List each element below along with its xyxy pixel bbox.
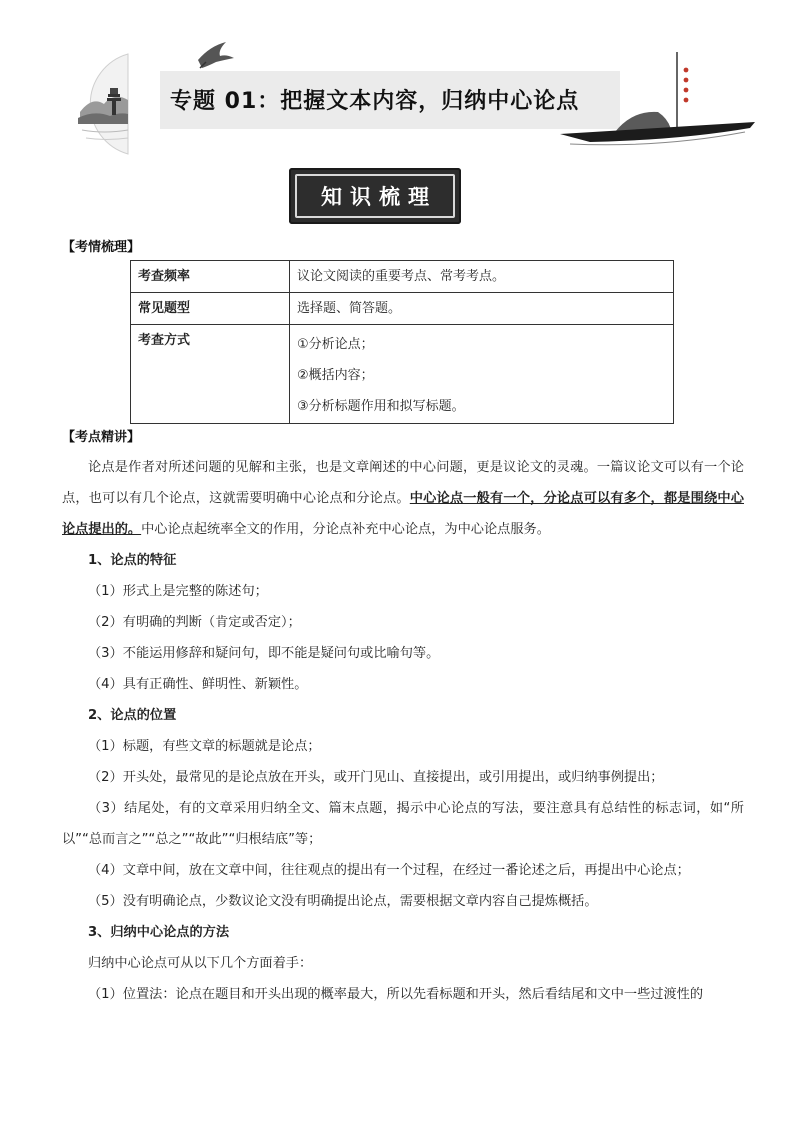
list-item: （2）开头处，最常见的是论点放在开头，或开门见山、直接提出，或引用提出，或归纳事例提出；	[88, 770, 664, 785]
list-item: （4）文章中间，放在文章中间，往往观点的提出有一个过程，在经过一番论述之后，再提出中心论点；	[88, 863, 690, 878]
table-row	[131, 325, 674, 424]
body-text	[62, 452, 744, 1010]
list-item: ②概括内容；	[297, 368, 374, 383]
table-value: 议论文阅读的重要考点、常考考点。	[290, 261, 674, 293]
table-row	[131, 261, 674, 293]
list-item: （3）结尾处，有的文章采用归纳全文、篇末点题，揭示中心论点的写法，要注意具有总结性的标志词，如“所以”“总而言之”“总之”“故此”“归根结底”等；	[62, 801, 744, 847]
list-item: （2）有明确的判断（肯定或否定）；	[88, 615, 301, 630]
list-item: （3）不能运用修辞和疑问句，即不能是疑问句或比喻句等。	[88, 646, 440, 661]
list-item: （1）位置法：论点在题目和开头出现的概率最大，所以先看标题和开头，然后看结尾和文中一些过渡性的	[88, 987, 704, 1002]
list-item: （1）形式上是完整的陈述句；	[88, 584, 268, 599]
intro-text-part1: 论点是作者对所述问题的见解和主张，也是文章阐述的中心问题，更是议论文的灵魂。一篇议论文可以有一个论点，也可以有几个论点，这就需要明确中心论点和分论点。	[62, 460, 744, 506]
list-item: ①分析论点；	[297, 337, 374, 352]
page-title: 专题 01：把握文本内容，归纳中心论点	[170, 89, 580, 114]
boat-lantern-icon	[560, 40, 755, 160]
intro-emphasis: 中心论点一般有一个，分论点可以有多个，都是围绕中心论点提出的。	[62, 491, 744, 537]
subheading-features: 1、论点的特征	[88, 553, 177, 568]
list-item: （1）标题，有些文章的标题就是论点；	[88, 739, 321, 754]
landscape-pagoda-icon	[74, 52, 130, 156]
crane-bird-icon	[196, 40, 236, 70]
method-intro: 归纳中心论点可从以下几个方面着手：	[88, 956, 313, 971]
table-value-list	[290, 325, 674, 424]
subheading-positions: 2、论点的位置	[88, 708, 177, 723]
intro-paragraph	[62, 452, 744, 545]
intro-text-part2: 中心论点起统率全文的作用，分论点补充中心论点，为中心论点服务。	[141, 522, 550, 537]
table-key: 常见题型	[131, 293, 290, 325]
section-heading-key-points: 【考点精讲】	[62, 430, 141, 445]
knowledge-badge	[289, 168, 461, 224]
table-key: 考查频率	[131, 261, 290, 293]
subheading-methods: 3、归纳中心论点的方法	[88, 925, 230, 940]
table-row	[131, 293, 674, 325]
table-key: 考查方式	[131, 325, 290, 424]
table-value: 选择题、简答题。	[290, 293, 674, 325]
list-item: （5）没有明确论点，少数议论文没有明确提出论点，需要根据文章内容自己提炼概括。	[88, 894, 598, 909]
list-item: （4）具有正确性、鲜明性、新颖性。	[88, 677, 308, 692]
exam-info-table	[130, 260, 674, 424]
section-heading-exam-overview: 【考情梳理】	[62, 240, 141, 255]
badge-label: 知识梳理	[321, 185, 437, 209]
list-item: ③分析标题作用和拟写标题。	[297, 399, 465, 414]
